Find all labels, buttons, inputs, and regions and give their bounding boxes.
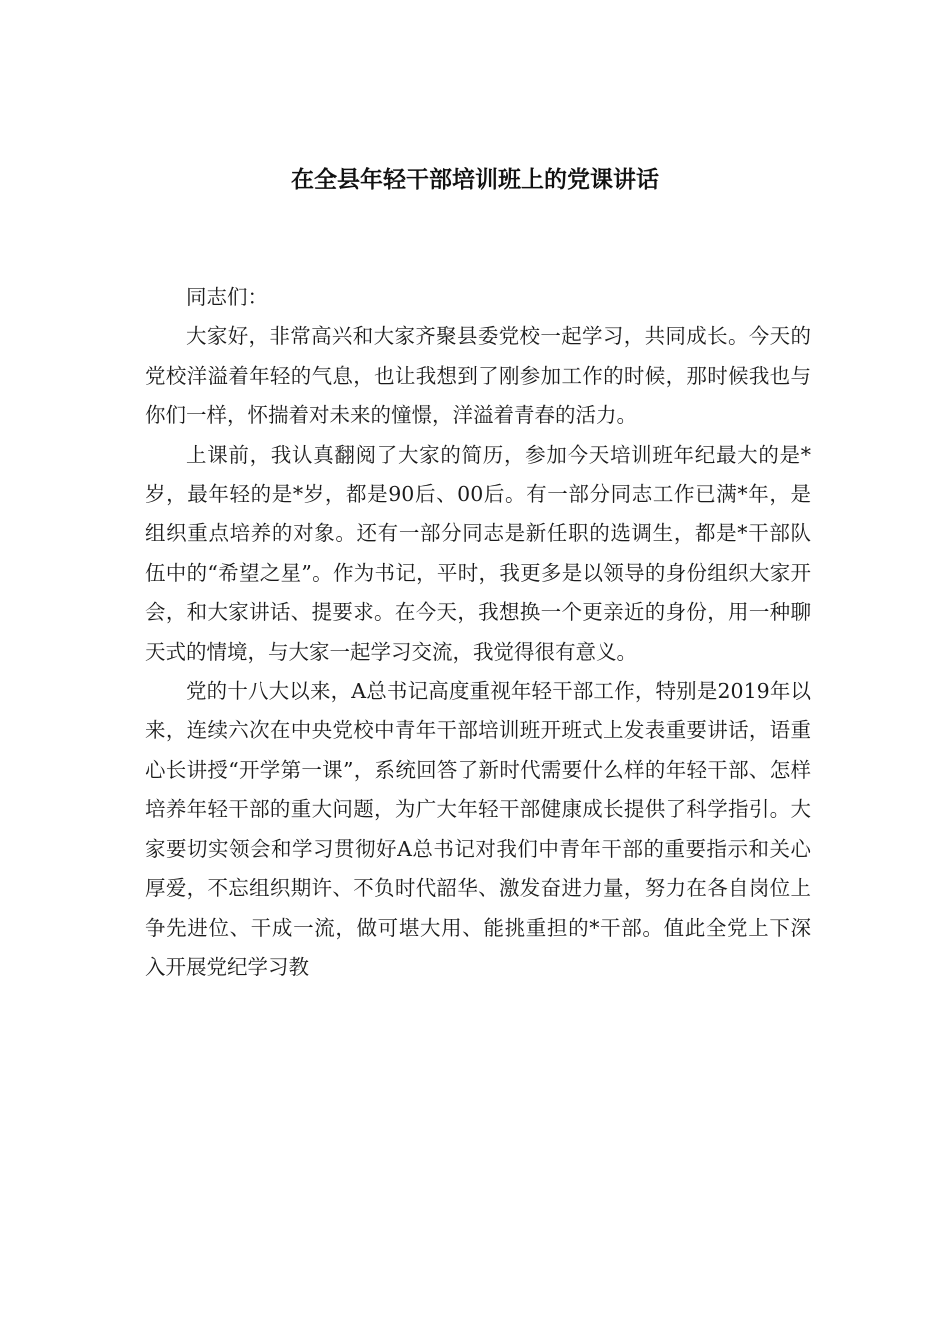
salutation: 同志们： <box>186 285 268 309</box>
paragraph-guidance: 党的十八大以来，A总书记高度重视年轻干部工作，特别是2019年以来，连续六次在中央党校中青年干部培训班开班式上发表重要讲话，语重心长讲授“开学第一课”，系统回答了新时代需要什么样的年轻干部、怎样培养年轻干部的重大问题，为广大年轻干部健康成长提供了科学指引。大家要切实领会和学习贯彻好A总书记对我们中青年干部的重要指示和关心厚爱，不忘组织期许、不负时代韶华、激发奋进力量，努力在各自岗位上争先进位、干成一流，做可堪大用、能挑重担的*干部。值此全党上下深入开展党纪学习教 <box>145 679 811 979</box>
document-title: 在全县年轻干部培训班上的党课讲话 <box>291 167 659 193</box>
document-body <box>145 278 811 987</box>
paragraph-greeting: 大家好，非常高兴和大家齐聚县委党校一起学习，共同成长。今天的党校洋溢着年轻的气息，也让我想到了刚参加工作的时候，那时候我也与你们一样，怀揣着对未来的憧憬，洋溢着青春的活力。 <box>145 324 811 428</box>
paragraph-class-intro: 上课前，我认真翻阅了大家的简历，参加今天培训班年纪最大的是*岁，最年轻的是*岁，都是90后、00后。有一部分同志工作已满*年，是组织重点培养的对象。还有一部分同志是新任职的选调生，都是*干部队伍中的“希望之星”。作为书记，平时，我更多是以领导的身份组织大家开会，和大家讲话、提要求。在今天，我想换一个更亲近的身份，用一种聊天式的情境，与大家一起学习交流，我觉得很有意义。 <box>145 442 811 664</box>
